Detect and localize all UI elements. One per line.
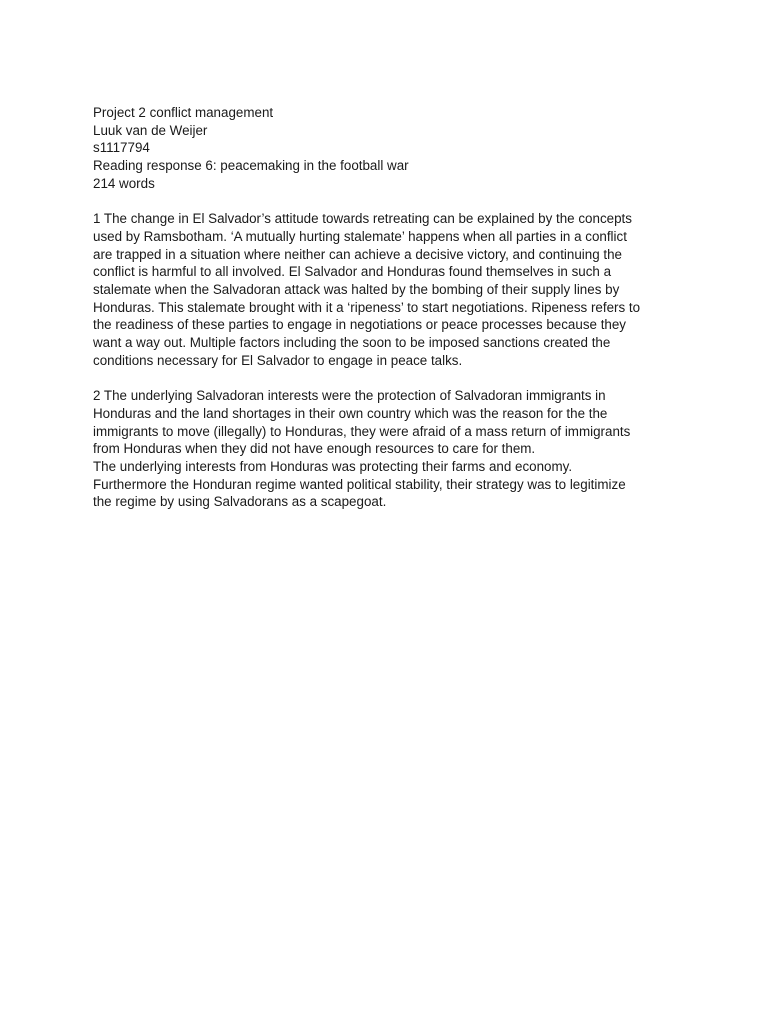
paragraph-line: The underlying interests from Honduras was protecting their farms and economy. [93,459,573,475]
paragraph-line: Honduras. This stalemate brought with it a ‘ripeness’ to start negotiations. Ripeness refers to [93,299,641,315]
paragraph-line: conflict is harmful to all involved. El Salvador and Honduras found themselves in such a [93,264,612,280]
document-header [93,104,693,193]
paragraph-line: want a way out. Multiple factors including the soon to be imposed sanctions created the [93,335,611,351]
paragraph-line: from Honduras when they did not have enough resources to care for them. [93,441,536,457]
paragraph-line: 1 The change in El Salvador’s attitude towards retreating can be explained by the concepts [93,211,632,227]
word-count: 214 words [93,175,155,191]
paragraph-line: Furthermore the Honduran regime wanted political stability, their strategy was to legitimize [93,476,626,492]
student-number: s1117794 [93,140,150,156]
paragraph-line: the readiness of these parties to engage in negotiations or peace processes because they [93,317,627,333]
paragraph-line: conditions necessary for El Salvador to engage in peace talks. [93,352,463,368]
paragraph-line: immigrants to move (illegally) to Honduras, they were afraid of a mass return of immigrants [93,423,631,439]
answer-1-paragraph [93,210,693,369]
spacer [93,193,693,211]
course-title: Project 2 conflict management [93,105,274,120]
paragraph-line: used by Ramsbotham. ‘A mutually hurting stalemate’ happens when all parties in a conflict [93,228,627,244]
spacer [93,370,693,388]
paragraph-line: the regime by using Salvadorans as a scapegoat. [93,494,387,510]
author-name: Luuk van de Weijer [93,122,208,138]
paragraph-line: 2 The underlying Salvadoran interests were the protection of Salvadoran immigrants in [93,388,606,404]
paragraph-line: are trapped in a situation where neither can achieve a decisive victory, and continuing the [93,246,623,262]
paragraph-line: stalemate when the Salvadoran attack was halted by the bombing of their supply lines by [93,282,620,298]
paragraph-line: Honduras and the land shortages in their own country which was the reason for the the [93,405,608,421]
document-page [93,104,693,511]
assignment-title: Reading response 6: peacemaking in the football war [93,158,409,174]
answer-2-paragraph [93,387,693,511]
